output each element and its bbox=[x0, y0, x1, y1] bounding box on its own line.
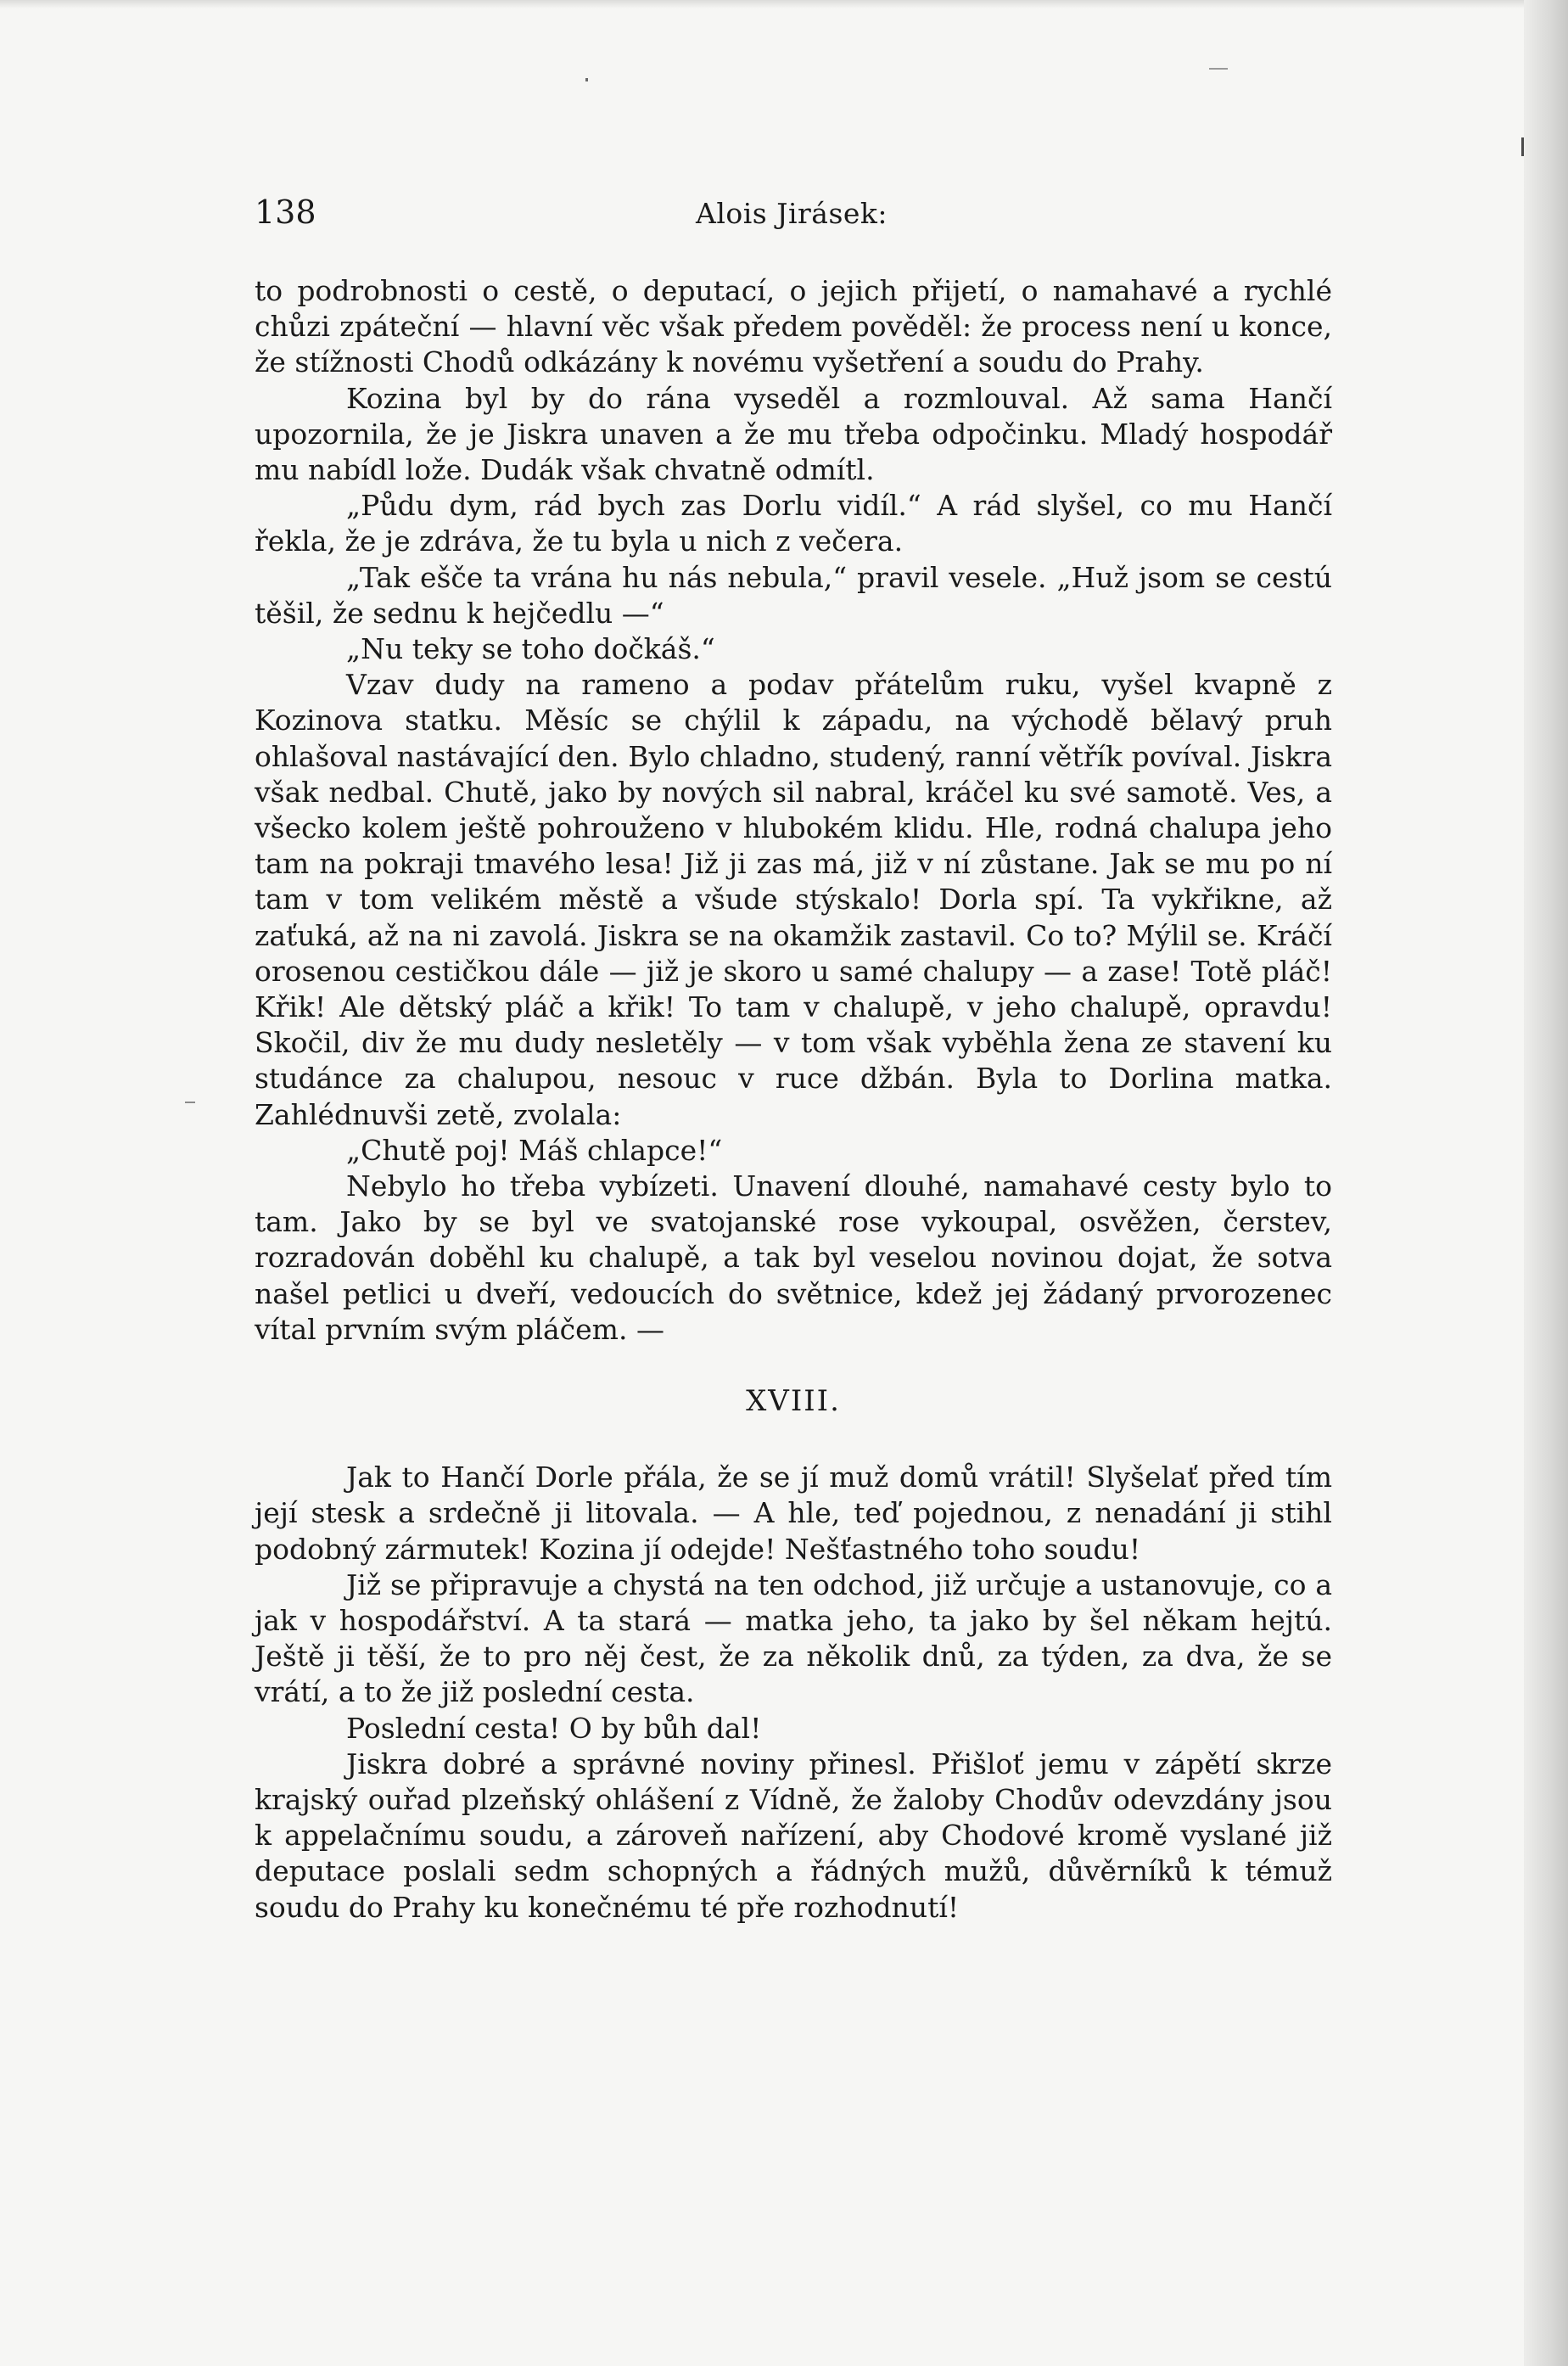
paragraph: Nebylo ho třeba vybízeti. Unavení dlouhé, namahavé cesty bylo to tam. Jako by se byl ve svatojanské rose vykoupal, osvěžen, čerstev, rozradován doběhl ku chalupě, a tak byl veselou novinou dojat, že sotva našel petlici u dveří, vedoucích do světnice, kdež jej žádaný prvorozenec vítal prvním svým pláčem. — bbox=[255, 1169, 1332, 1346]
body-text bbox=[255, 273, 1332, 1926]
paragraph: Kozina byl by do rána vyseděl a rozmlouval. Až sama Hančí upozornila, že je Jiskra unaven a že mu třeba odpočinku. Mladý hospodář mu nabídl lože. Dudák však chvatně odmítl. bbox=[255, 381, 1332, 487]
page-header bbox=[255, 188, 1332, 239]
page-right-edge bbox=[1524, 0, 1568, 2366]
chapter-heading: XVIII. bbox=[746, 1384, 841, 1419]
margin-dash-mark bbox=[185, 1102, 195, 1103]
paragraph: Jiskra dobré a správné noviny přinesl. Přišloť jemu v zápětí skrze krajský ouřad plzeňský ohlášení z Vídně, že žaloby Chodův odevzdány jsou k appelačnímu soudu, a zároveň nařízení, aby Chodové kromě vyslané již deputace poslali sedm schopných a řádných mužů, důvěrníků k témuž soudu do Prahy ku konečnému té pře rozhodnutí! bbox=[255, 1746, 1332, 1924]
paragraph: Jak to Hančí Dorle přála, že se jí muž domů vrátil! Slyšelať před tím její stesk a srdečně ji litovala. — A hle, teď pojednou, z nenadání ji stihl podobný zármutek! Kozina jí odejde! Nešťastného toho soudu! bbox=[255, 1461, 1332, 1566]
paragraph: Již se připravuje a chystá na ten odchod, již určuje a ustanovuje, co a jak v hospodářství. A ta stará — matka jeho, ta jako by šel někam hejtú. Ještě ji těší, že to pro něj čest, že za několik dnů, za týden, za dva, že se vrátí, a to že již poslední cesta. bbox=[255, 1567, 1332, 1709]
paragraph: Poslední cesta! O by bůh dal! bbox=[346, 1711, 762, 1745]
paragraph: „Půdu dym, rád bych zas Dorlu vidíl.“ A rád slyšel, co mu Hančí řekla, že je zdráva, že tu byla u nich z večera. bbox=[255, 489, 1332, 558]
speck-mark bbox=[585, 78, 588, 81]
paragraph: „Chutě poj! Máš chlapce!“ bbox=[346, 1133, 723, 1167]
paragraph: Vzav dudy na rameno a podav přátelům ruku, vyšel kvapně z Kozinova statku. Měsíc se chýlil k západu, na východě bělavý pruh ohlašoval nastávající den. Bylo chladno, studený, ranní větřík povíval. Jiskra však nedbal. Chutě, jako by nových sil nabral, kráčel ku své samotě. Ves, a všecko kolem ještě pohrouženo v hlubokém klidu. Hle, rodná chalupa jeho tam na pokraji tmavého lesa! Již ji zas má, již v ní zůstane. Jak se mu po ní tam v tom velikém městě a všude stýskalo! Dorla spí. Ta vykřikne, až zaťuká, až na ni zavolá. Jiskra se na okamžik zastavil. Co to? Mýlil se. Kráčí orosenou cestičkou dále — již je skoro u samé chalupy — a zase! Totě pláč! Křik! Ale dětský pláč a křik! To tam v chalupě, v jeho chalupě, opravdu! Skočil, div že mu dudy nesletěly — v tom však vyběhla žena ze stavení ku studánce za chalupou, nesouc v ruce džbán. Byla to Dorlina matka. Zahlédnuvši zetě, zvolala: bbox=[255, 668, 1332, 1131]
paragraph: „Tak ešče ta vrána hu nás nebula,“ pravil vesele. „Huž jsom se cestú těšil, že sednu k hejčedlu —“ bbox=[255, 560, 1332, 630]
paragraph: to podrobnosti o cestě, o deputací, o jejich přijetí, o namahavé a rychlé chůzi zpáteční — hlavní věc však předem pověděl: že process není u konce, že stížnosti Chodů odkázány k novému vyšetření a soudu do Prahy. bbox=[255, 274, 1332, 379]
page-number: 138 bbox=[255, 193, 316, 231]
speck-mark bbox=[1521, 137, 1524, 156]
speck-mark bbox=[1209, 68, 1228, 70]
running-head: Alois Jirásek: bbox=[696, 197, 888, 230]
paragraph: „Nu teky se toho dočkáš.“ bbox=[346, 632, 715, 666]
page-top-edge bbox=[0, 0, 1568, 8]
